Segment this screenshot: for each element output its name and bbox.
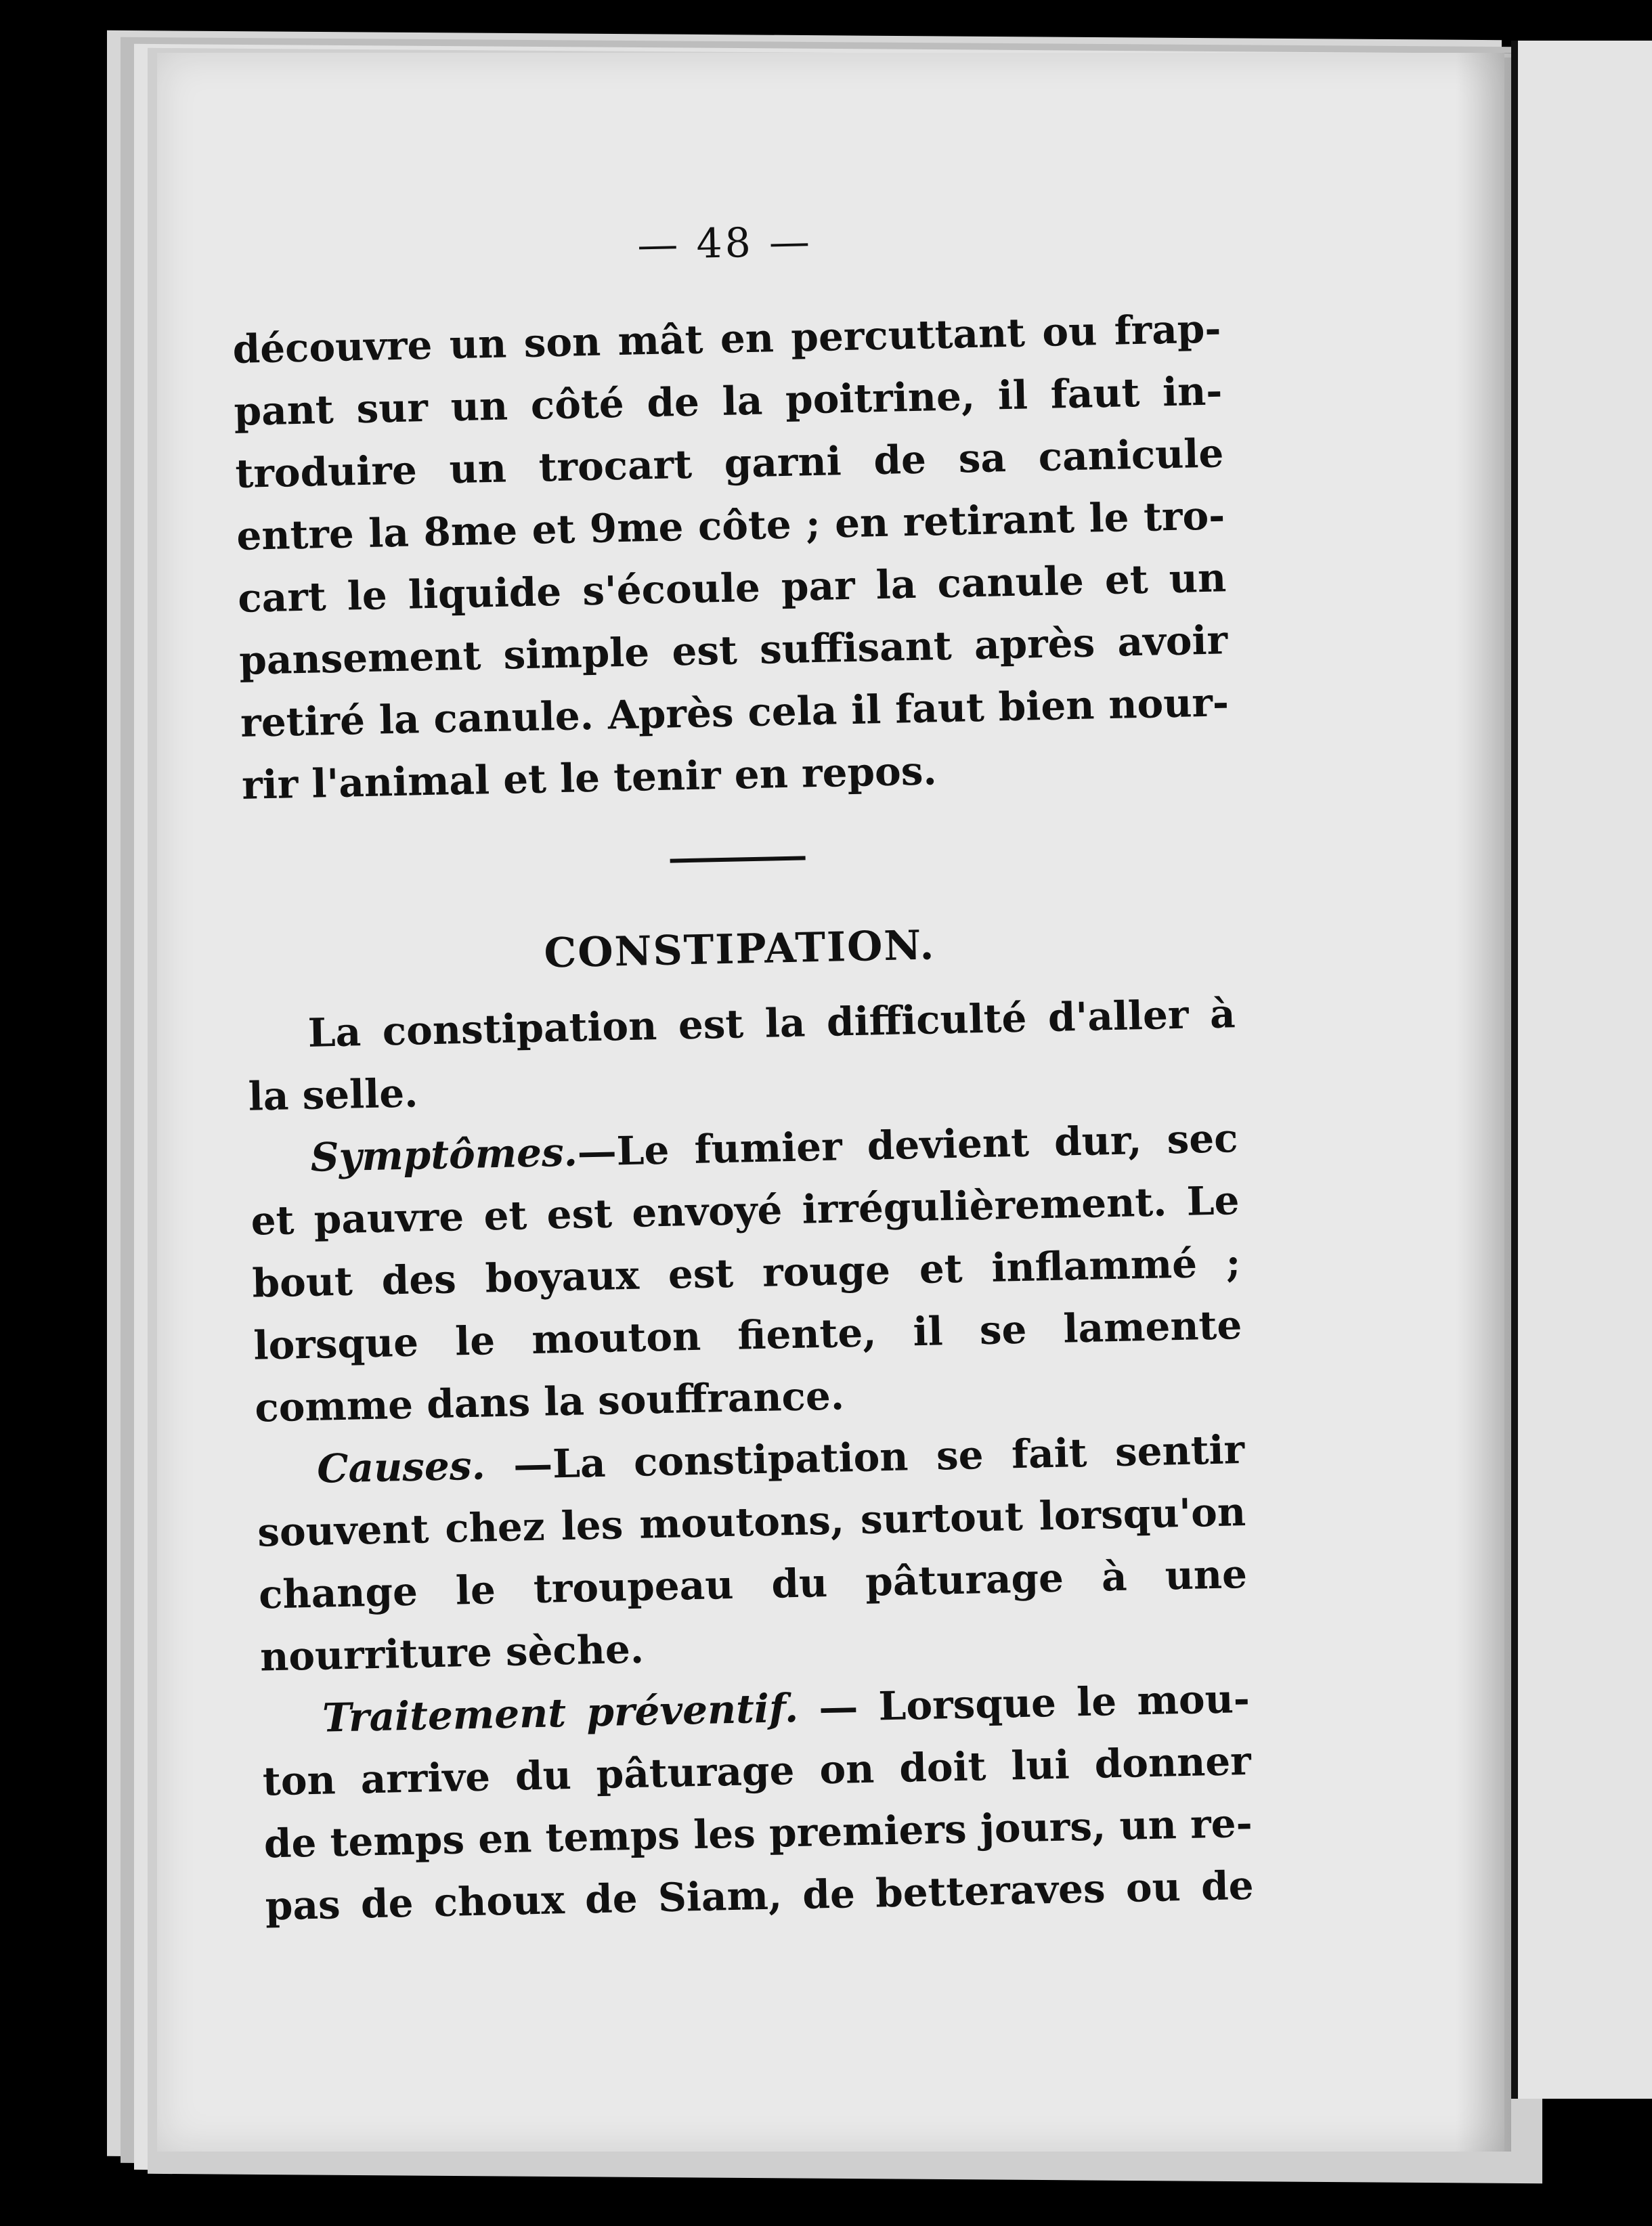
section-divider	[670, 856, 806, 863]
page-text	[230, 209, 1254, 1937]
facing-page	[1511, 41, 1652, 2099]
text-line: change le troupeau du pâturage à une	[258, 1550, 1248, 1618]
symptomes-label: Symptômes.	[310, 1129, 578, 1181]
text-line: nourriture sèche.	[259, 1625, 645, 1680]
text-span: — Lorsque le mou-	[798, 1675, 1251, 1731]
text-line: lorsque le mouton fiente, il se lamente	[253, 1302, 1242, 1369]
text-line: retiré la canule. Après cela il faut bien nour-	[240, 679, 1230, 746]
text-line: la selle.	[248, 1070, 418, 1120]
text-line: entre la 8me et 9me côte ; en retirant le tro-	[236, 492, 1225, 559]
text-line: cart le liquide s'écoule par la canule et un	[237, 554, 1227, 621]
text-line: souvent chez les moutons, surtout lorsqu'on	[257, 1489, 1246, 1556]
text-line: et pauvre et est envoyé irrégulièrement. Le	[250, 1177, 1240, 1244]
text-span: —La constipation se fait sentir	[484, 1426, 1245, 1489]
causes-paragraph	[255, 1418, 1248, 1688]
text-line: découvre un son mât en percuttant ou frap-	[232, 305, 1222, 372]
gutter-shadow	[1456, 53, 1511, 2152]
traitement-paragraph	[261, 1667, 1254, 1937]
text-line: comme dans la souffrance.	[254, 1372, 845, 1431]
text-line: bout des boyaux est rouge et inflammé ;	[251, 1240, 1241, 1307]
text-line: pansement simple est suffisant après avoir	[238, 617, 1228, 684]
traitement-label: Traitement préventif.	[322, 1684, 799, 1741]
text-line: pant sur un côté de la poitrine, il faut in-	[233, 368, 1223, 435]
text-line: troduire un trocart garni de sa canicule	[234, 430, 1224, 497]
text-span: —Le fumier devient dur, sec	[577, 1115, 1239, 1175]
definition-paragraph	[246, 982, 1238, 1128]
section-title: CONSTIPATION.	[543, 921, 936, 978]
symptomes-paragraph	[249, 1107, 1244, 1439]
text-line: de temps en temps les premiers jours, un re-	[263, 1799, 1253, 1867]
page-number: — 48 —	[636, 218, 813, 269]
text-line: pas de choux de Siam, de betteraves ou de	[265, 1862, 1255, 1929]
paragraph-continuation	[232, 297, 1231, 816]
text-line: La constipation est la difficulté d'aller à	[307, 990, 1236, 1056]
text-line: ton arrive du pâturage on doit lui donner	[262, 1737, 1252, 1805]
text-line: rir l'animal et le tenir en repos.	[241, 747, 938, 808]
causes-label: Causes.	[316, 1442, 486, 1492]
